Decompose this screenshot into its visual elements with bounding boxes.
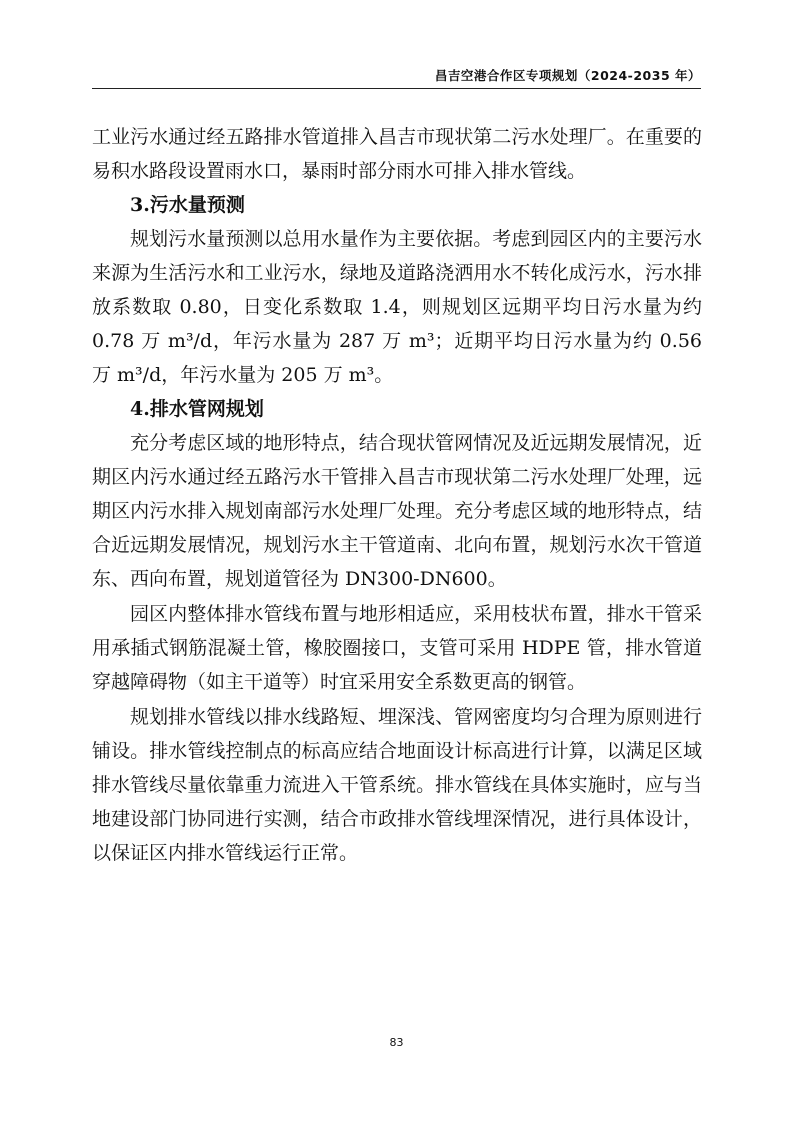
page-header (92, 64, 701, 89)
paragraph-sewage-forecast: 规划污水量预测以总用水量作为主要依据。考虑到园区内的主要污水来源为生活污水和工业污水，绿地及道路浇洒用水不转化成污水，污水排放系数取 0.80，日变化系数取 1.4，则规划区远期平均日污水量为约 0.78 万 m³/d，年污水量为 287 万 m³；近期平均日污水量为约 0.56 万 m³/d，年污水量为 205 万 m³。 (92, 228, 702, 386)
paragraph-intro: 工业污水通过经五路排水管道排入昌吉市现状第二污水处理厂。在重要的易积水路段设置雨水口，暴雨时部分雨水可排入排水管线。 (92, 126, 702, 182)
paragraph-network-layout: 充分考虑区域的地形特点，结合现状管网情况及近远期发展情况，近期区内污水通过经五路污水干管排入昌吉市现状第二污水处理厂处理，远期区内污水排入规划南部污水处理厂处理。充分考虑区域的地形特点，结合近远期发展情况，规划污水主干管道南、北向布置，规划污水次干管道东、西向布置，规划道管径为 DN300-DN600。 (92, 432, 702, 590)
paragraph-pipe-laying: 规划排水管线以排水线路短、埋深浅、管网密度均匀合理为原则进行铺设。排水管线控制点的标高应结合地面设计标高进行计算，以满足区域排水管线尽量依靠重力流进入干管系统。排水管线在具体实施时，应与当地建设部门协同进行实测，结合市政排水管线埋深情况，进行具体设计，以保证区内排水管线运行正常。 (92, 706, 702, 864)
page-number: 83 (389, 1036, 404, 1049)
section-heading-3: 3.污水量预测 (130, 194, 245, 216)
paragraph-pipe-materials: 园区内整体排水管线布置与地形相适应，采用枝状布置，排水干管采用承插式钢筋混凝土管，橡胶圈接口，支管可采用 HDPE 管，排水管道穿越障碍物（如主干道等）时宜采用安全系数更高的钢管。 (92, 603, 702, 693)
section-heading-4: 4.排水管网规划 (130, 398, 264, 420)
header-title: 昌吉空港合作区专项规划（2024-2035 年） (434, 68, 701, 83)
document-body (92, 120, 702, 870)
